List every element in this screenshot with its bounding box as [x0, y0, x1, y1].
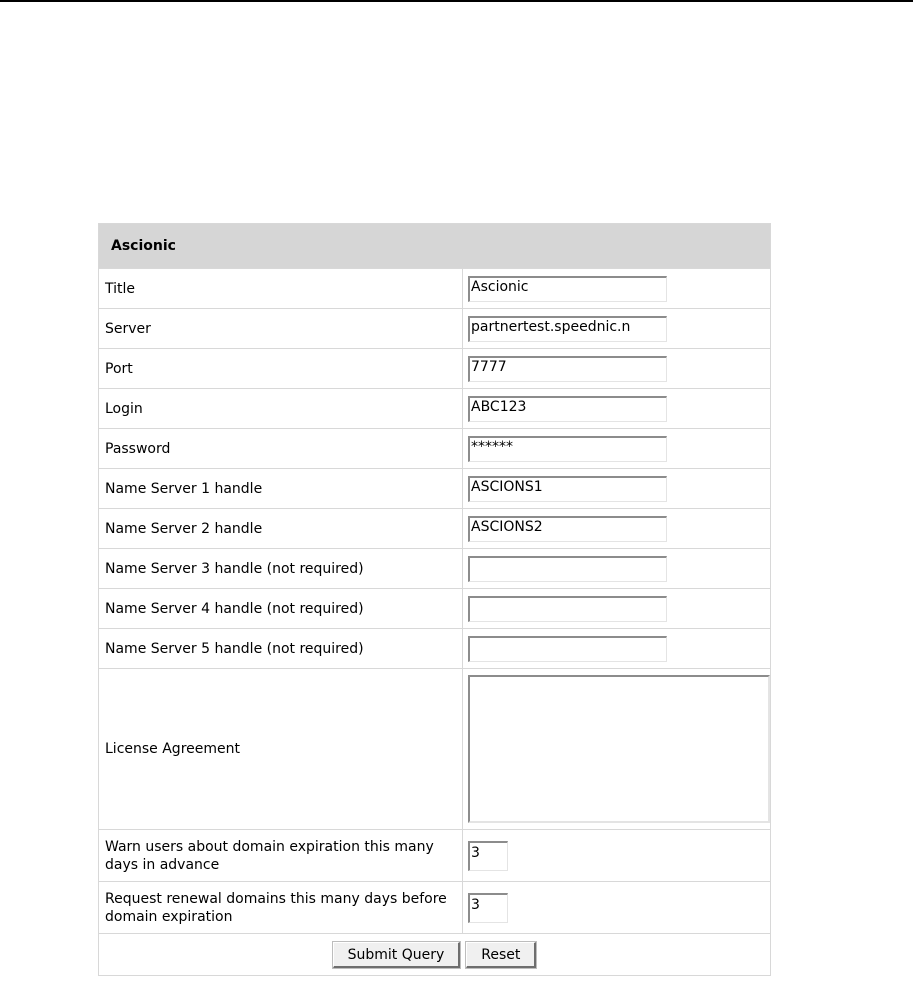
reset-button[interactable]: Reset	[466, 942, 536, 968]
ns2-label: Name Server 2 handle	[99, 509, 463, 549]
section-title: Ascionic	[99, 224, 771, 269]
login-input[interactable]: ABC123	[468, 396, 667, 422]
settings-table	[98, 223, 771, 976]
ns2-input[interactable]: ASCIONS2	[468, 516, 667, 542]
port-input[interactable]: 7777	[468, 356, 667, 382]
field-row-license	[99, 669, 771, 830]
field-row-login	[99, 389, 771, 429]
renew-days-input[interactable]: 3	[468, 893, 508, 923]
field-row-server	[99, 309, 771, 349]
field-row-ns5	[99, 629, 771, 669]
password-label: Password	[99, 429, 463, 469]
ns5-label: Name Server 5 handle (not required)	[99, 629, 463, 669]
renew-days-label: Request renewal domains this many days before domain expiration	[99, 882, 463, 934]
button-row	[99, 934, 771, 976]
ns4-input[interactable]	[468, 596, 667, 622]
ns3-label: Name Server 3 handle (not required)	[99, 549, 463, 589]
warn-days-input[interactable]: 3	[468, 841, 508, 871]
port-label: Port	[99, 349, 463, 389]
field-row-ns4	[99, 589, 771, 629]
login-label: Login	[99, 389, 463, 429]
server-label: Server	[99, 309, 463, 349]
field-row-ns2	[99, 509, 771, 549]
ns5-input[interactable]	[468, 636, 667, 662]
field-row-warn-days	[99, 830, 771, 882]
submit-button[interactable]: Submit Query	[333, 942, 461, 968]
field-row-ns1	[99, 469, 771, 509]
password-input[interactable]: ******	[468, 436, 667, 462]
warn-days-label: Warn users about domain expiration this many days in advance	[99, 830, 463, 882]
license-label: License Agreement	[99, 669, 463, 830]
field-row-port	[99, 349, 771, 389]
ns4-label: Name Server 4 handle (not required)	[99, 589, 463, 629]
field-row-password	[99, 429, 771, 469]
ns1-label: Name Server 1 handle	[99, 469, 463, 509]
server-input[interactable]: partnertest.speednic.n	[468, 316, 667, 342]
ns1-input[interactable]: ASCIONS1	[468, 476, 667, 502]
top-divider	[0, 0, 913, 2]
field-row-renew-days	[99, 882, 771, 934]
section-header-row	[99, 224, 771, 269]
license-textarea[interactable]	[468, 675, 770, 823]
ns3-input[interactable]	[468, 556, 667, 582]
field-row-ns3	[99, 549, 771, 589]
title-label: Title	[99, 269, 463, 309]
field-row-title	[99, 269, 771, 309]
title-input[interactable]: Ascionic	[468, 276, 667, 302]
